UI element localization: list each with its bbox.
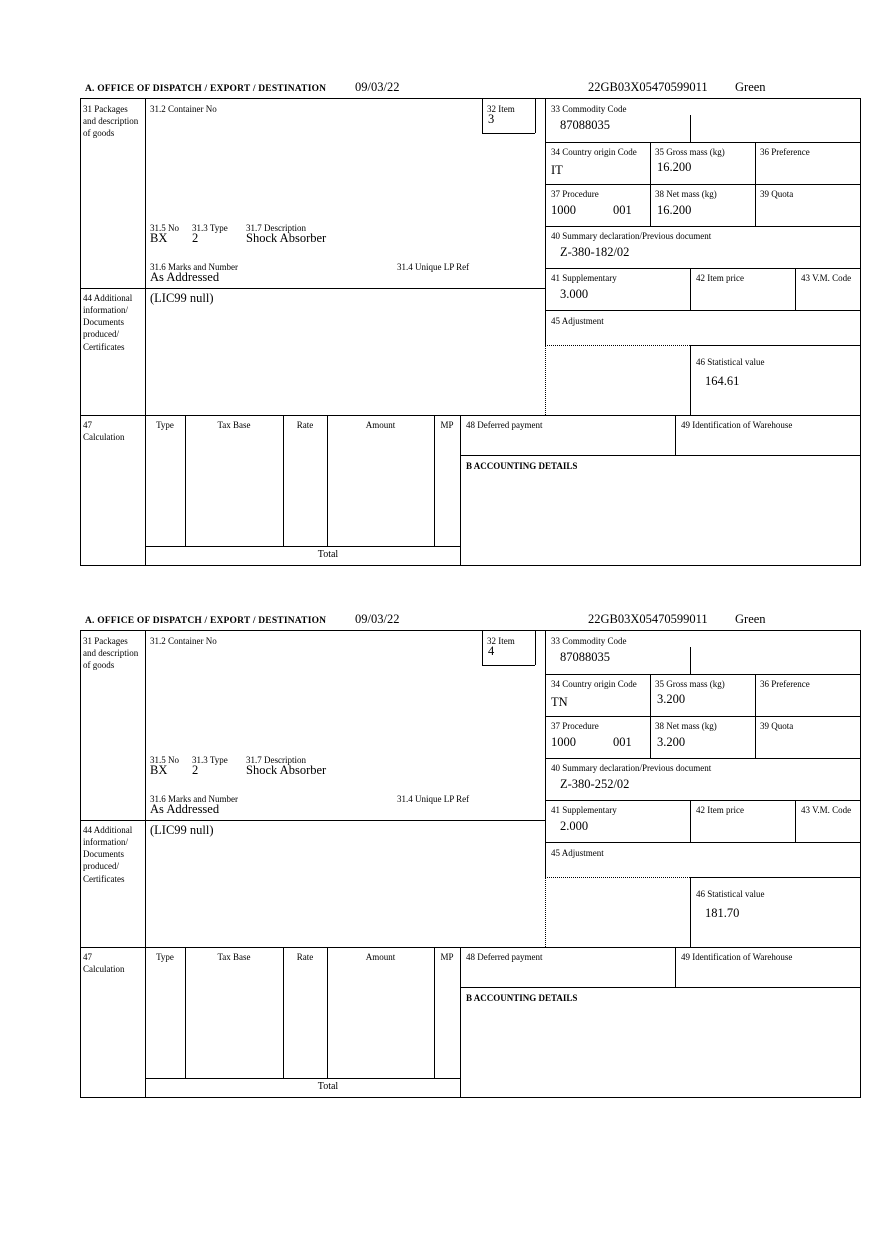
statistical-value-value: 181.70 [705, 906, 740, 920]
additional-information-value: (LIC99 null) [150, 823, 214, 837]
calc-rate-column-header: Rate [296, 420, 314, 430]
calc-type-column-header: Type [156, 420, 174, 430]
grid-line [482, 133, 535, 134]
grid-line [650, 142, 651, 226]
grid-line [690, 647, 691, 674]
box32-item-label: 32 Item [487, 104, 515, 114]
grid-line [80, 98, 81, 566]
header-date-value: 09/03/22 [355, 612, 400, 626]
calc-rate-column-header: Rate [296, 952, 314, 962]
grid-line [80, 1097, 861, 1098]
grid-line [545, 98, 546, 345]
grid-line [145, 98, 146, 566]
calc-type-column-header: Type [156, 952, 174, 962]
grid-line [545, 310, 861, 311]
commodity-code-value: 87088035 [560, 118, 610, 132]
box33-commodity-code-label: 33 Commodity Code [551, 104, 627, 114]
dotted-grid-line [545, 345, 546, 415]
grid-line [283, 947, 284, 1078]
additional-information-value: (LIC99 null) [150, 291, 214, 305]
grid-line [80, 415, 861, 416]
box46-statistical-value-label: 46 Statistical value [696, 889, 765, 899]
calc-mp-column-header: MP [440, 952, 454, 962]
box47-calculation-label: 47 Calculation [83, 952, 125, 975]
box31-5-no-label: 31.5 No [150, 223, 179, 233]
country-origin-value: IT [551, 163, 563, 177]
previous-document-value: Z-380-182/02 [560, 245, 630, 259]
box31-packages-label: 31 Packages and description of goods [83, 636, 139, 671]
box31-2-container-no-label: 31.2 Container No [150, 104, 217, 114]
goods-description-value: Shock Absorber [246, 763, 327, 777]
box43-vm-code-label: 43 V.M. Code [801, 273, 852, 283]
packages-no-value: BX [150, 231, 168, 245]
grid-line [185, 415, 186, 546]
grid-line [460, 987, 861, 988]
box44-additional-information-label: 44 Additional information/ Documents produced/ Certificates [83, 293, 133, 352]
grid-line [545, 716, 861, 717]
grid-line [690, 345, 691, 415]
box39-quota-label: 39 Quota [760, 189, 794, 199]
grid-line [460, 415, 461, 565]
box42-item-price-label: 42 Item price [696, 805, 744, 815]
box45-adjustment-label: 45 Adjustment [551, 316, 604, 326]
declaration-reference-value: 22GB03X05470599011 [588, 80, 708, 94]
grid-line [690, 800, 691, 842]
grid-line [545, 268, 861, 269]
grid-line [690, 877, 861, 878]
grid-line [434, 415, 435, 546]
box31-5-no-label: 31.5 No [150, 755, 179, 765]
commodity-code-value: 87088035 [560, 650, 610, 664]
grid-line [283, 415, 284, 546]
grid-line [755, 142, 756, 226]
routing-status-value: Green [735, 80, 766, 94]
calc-mp-column-header: MP [440, 420, 454, 430]
box33-commodity-code-label: 33 Commodity Code [551, 636, 627, 646]
declaration-reference-value: 22GB03X05470599011 [588, 612, 708, 626]
procedure-code-value: 1000 [551, 735, 576, 749]
box31-7-description-label: 31.7 Description [246, 223, 306, 233]
dotted-grid-line [545, 877, 690, 878]
grid-line [545, 842, 861, 843]
box35-gross-mass-label: 35 Gross mass (kg) [655, 679, 725, 689]
box49-warehouse-label: 49 Identification of Warehouse [681, 952, 793, 962]
box35-gross-mass-label: 35 Gross mass (kg) [655, 147, 725, 157]
accounting-details-heading: B ACCOUNTING DETAILS [466, 993, 578, 1003]
grid-line [860, 98, 861, 566]
routing-status-value: Green [735, 612, 766, 626]
item-number-value: 4 [488, 644, 495, 658]
grid-line [80, 820, 546, 821]
grid-line [545, 184, 861, 185]
grid-line [690, 115, 691, 142]
item-number-value: 3 [488, 112, 495, 126]
grid-line [482, 630, 483, 665]
box48-deferred-payment-label: 48 Deferred payment [466, 952, 543, 962]
box31-packages-label: 31 Packages and description of goods [83, 104, 139, 139]
grid-line [460, 455, 861, 456]
grid-line [755, 674, 756, 758]
marks-and-number-value: As Addressed [150, 270, 220, 284]
grid-line [545, 226, 861, 227]
box48-deferred-payment-label: 48 Deferred payment [466, 420, 543, 430]
grid-line [482, 98, 483, 133]
grid-line [327, 947, 328, 1078]
box36-preference-label: 36 Preference [760, 679, 810, 689]
grid-line [80, 630, 81, 1098]
grid-line [80, 630, 861, 631]
grid-line [145, 1078, 460, 1079]
box31-2-container-no-label: 31.2 Container No [150, 636, 217, 646]
declaration-item-form [80, 612, 861, 1098]
declaration-item-form [80, 80, 861, 566]
box34-country-origin-label: 34 Country origin Code [551, 679, 637, 689]
header-date-value: 09/03/22 [355, 80, 400, 94]
box38-net-mass-label: 38 Net mass (kg) [655, 189, 717, 199]
grid-line [690, 345, 861, 346]
grid-line [482, 665, 535, 666]
grid-line [795, 268, 796, 310]
goods-description-value: Shock Absorber [246, 231, 327, 245]
procedure-code-2-value: 001 [613, 735, 632, 749]
dotted-grid-line [545, 345, 690, 346]
box43-vm-code-label: 43 V.M. Code [801, 805, 852, 815]
grid-line [434, 947, 435, 1078]
box49-warehouse-label: 49 Identification of Warehouse [681, 420, 793, 430]
calc-amount-column-header: Amount [365, 420, 396, 430]
net-mass-value: 16.200 [657, 203, 692, 217]
office-of-dispatch-heading: A. OFFICE OF DISPATCH / EXPORT / DESTINATION [85, 84, 327, 94]
procedure-code-value: 1000 [551, 203, 576, 217]
box41-supplementary-label: 41 Supplementary [551, 805, 617, 815]
grid-line [545, 142, 861, 143]
calc-amount-column-header: Amount [365, 952, 396, 962]
grid-line [675, 947, 676, 987]
grid-line [80, 98, 861, 99]
procedure-code-2-value: 001 [613, 203, 632, 217]
statistical-value-value: 164.61 [705, 374, 740, 388]
grid-line [545, 630, 546, 877]
office-of-dispatch-heading: A. OFFICE OF DISPATCH / EXPORT / DESTINATION [85, 616, 327, 626]
box31-3-type-label: 31.3 Type [192, 755, 228, 765]
grid-line [690, 268, 691, 310]
box34-country-origin-label: 34 Country origin Code [551, 147, 637, 157]
accounting-details-heading: B ACCOUNTING DETAILS [466, 461, 578, 471]
box44-additional-information-label: 44 Additional information/ Documents produced/ Certificates [83, 825, 133, 884]
grid-line [80, 947, 861, 948]
grid-line [80, 565, 861, 566]
grid-line [145, 546, 460, 547]
box31-3-type-label: 31.3 Type [192, 223, 228, 233]
grid-line [80, 288, 546, 289]
box37-procedure-label: 37 Procedure [551, 189, 599, 199]
calc-tax-base-column-header: Tax Base [217, 420, 251, 430]
box42-item-price-label: 42 Item price [696, 273, 744, 283]
packages-type-value: 2 [192, 231, 199, 245]
box39-quota-label: 39 Quota [760, 721, 794, 731]
dotted-grid-line [545, 877, 546, 947]
packages-no-value: BX [150, 763, 168, 777]
grid-line [535, 630, 536, 665]
box31-4-unique-lp-ref-label: 31.4 Unique LP Ref [397, 794, 470, 804]
marks-and-number-value: As Addressed [150, 802, 220, 816]
box37-procedure-label: 37 Procedure [551, 721, 599, 731]
box47-calculation-label: 47 Calculation [83, 420, 125, 443]
grid-line [545, 758, 861, 759]
gross-mass-value: 3.200 [657, 692, 686, 706]
box45-adjustment-label: 45 Adjustment [551, 848, 604, 858]
grid-line [145, 630, 146, 1098]
box36-preference-label: 36 Preference [760, 147, 810, 157]
box31-6-marks-label: 31.6 Marks and Number [150, 794, 238, 804]
calc-total-label: Total [317, 1081, 339, 1092]
previous-document-value: Z-380-252/02 [560, 777, 630, 791]
box38-net-mass-label: 38 Net mass (kg) [655, 721, 717, 731]
grid-line [795, 800, 796, 842]
country-origin-value: TN [551, 695, 568, 709]
box31-6-marks-label: 31.6 Marks and Number [150, 262, 238, 272]
packages-type-value: 2 [192, 763, 199, 777]
box32-item-label: 32 Item [487, 636, 515, 646]
grid-line [545, 800, 861, 801]
grid-line [460, 947, 461, 1097]
box40-summary-declaration-label: 40 Summary declaration/Previous document [551, 763, 712, 773]
grid-line [545, 674, 861, 675]
grid-line [675, 415, 676, 455]
net-mass-value: 3.200 [657, 735, 686, 749]
grid-line [535, 98, 536, 133]
supplementary-units-value: 3.000 [560, 287, 589, 301]
box31-4-unique-lp-ref-label: 31.4 Unique LP Ref [397, 262, 470, 272]
box41-supplementary-label: 41 Supplementary [551, 273, 617, 283]
grid-line [860, 630, 861, 1098]
box46-statistical-value-label: 46 Statistical value [696, 357, 765, 367]
grid-line [690, 877, 691, 947]
grid-line [650, 674, 651, 758]
box40-summary-declaration-label: 40 Summary declaration/Previous document [551, 231, 712, 241]
supplementary-units-value: 2.000 [560, 819, 589, 833]
calc-tax-base-column-header: Tax Base [217, 952, 251, 962]
box31-7-description-label: 31.7 Description [246, 755, 306, 765]
grid-line [327, 415, 328, 546]
gross-mass-value: 16.200 [657, 160, 692, 174]
calc-total-label: Total [317, 549, 339, 560]
grid-line [185, 947, 186, 1078]
